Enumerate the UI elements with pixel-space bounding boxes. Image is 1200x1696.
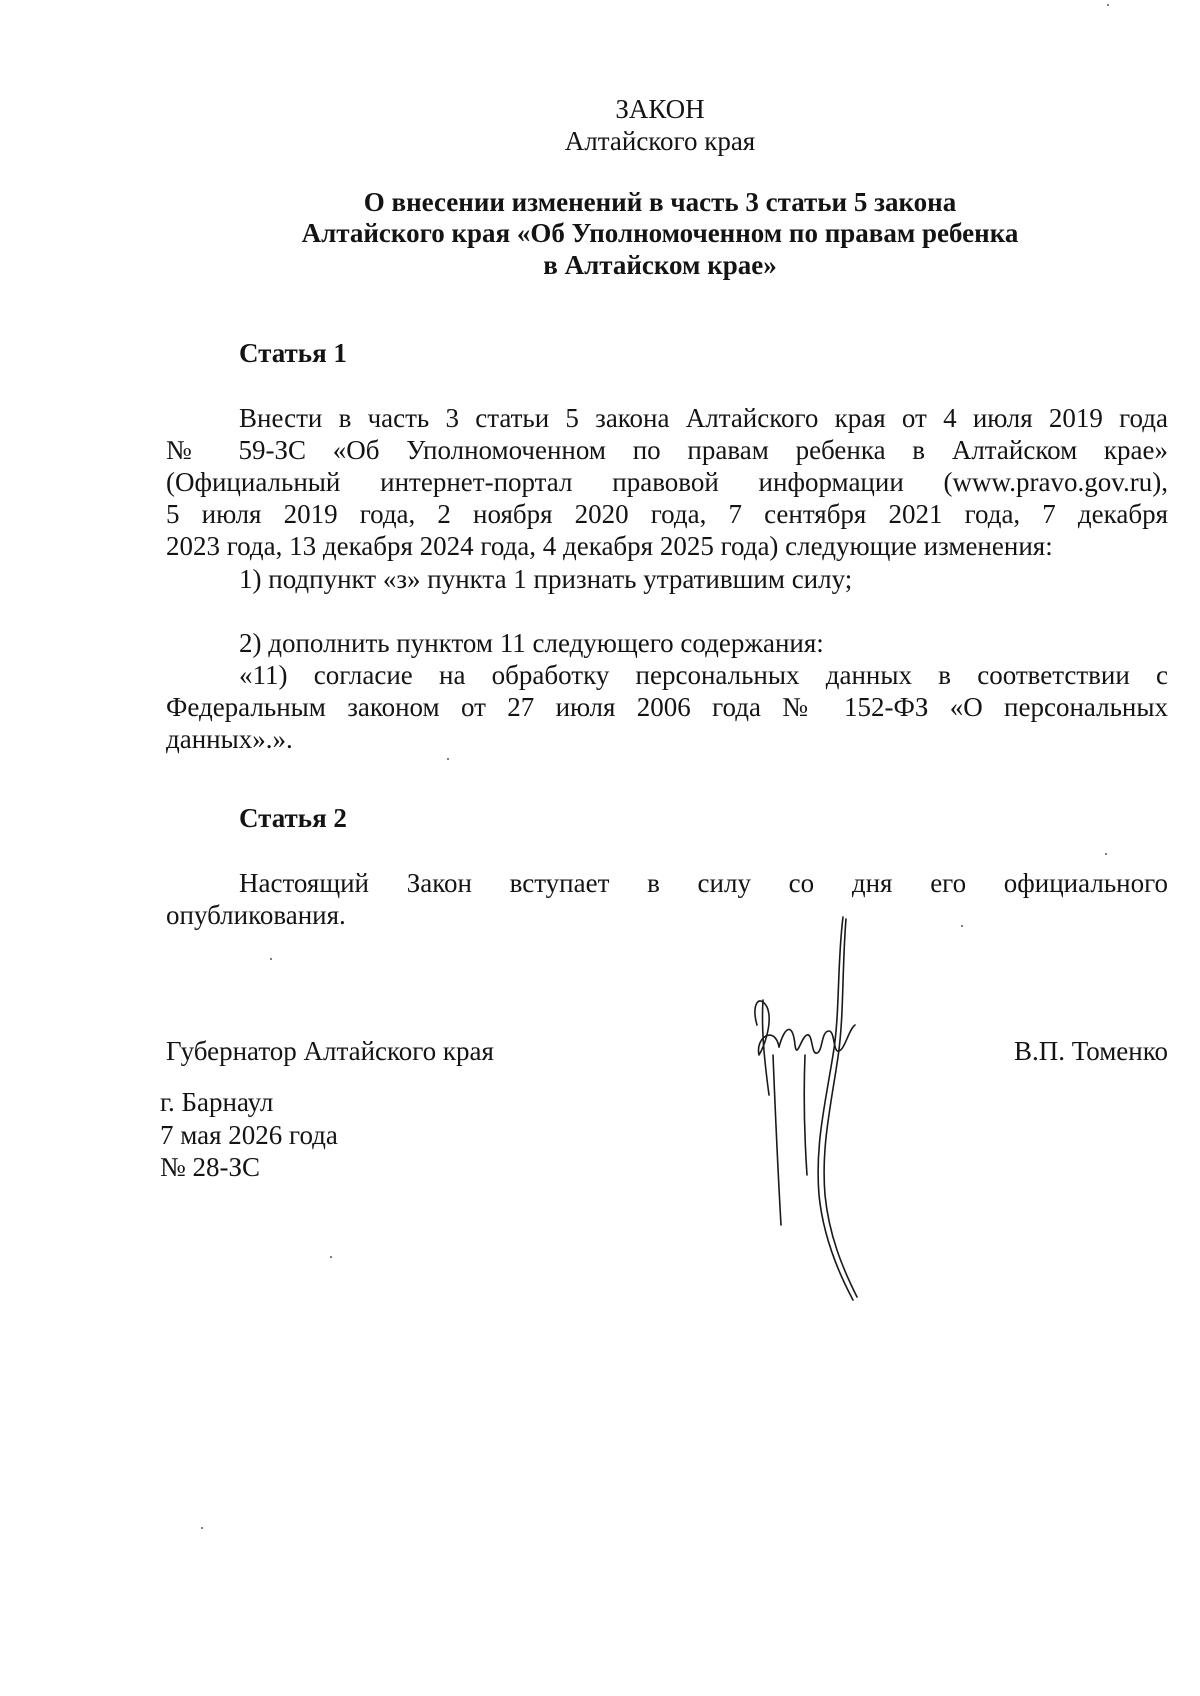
handwritten-signature: [745, 905, 925, 1315]
article-2-text-line: опубликования.: [166, 900, 346, 930]
article-1-text-line: Внести в часть 3 статьи 5 закона Алтайского края от 4 июля 2019 года: [239, 403, 1168, 433]
signatory-name: В.П. Томенко: [1014, 1036, 1168, 1066]
article-1-item-2: 2) дополнить пунктом 11 следующего содержания:: [239, 628, 824, 658]
document-title-line-1: О внесении изменений в часть 3 статьи 5 закона: [363, 187, 957, 217]
article-1-text-line: 2023 года, 13 декабря 2024 года, 4 декабря 2025 года) следующие изменения:: [166, 531, 1053, 561]
scan-speck: [330, 1256, 332, 1258]
article-1-item-2-text-line: данных».».: [166, 724, 293, 754]
article-1-text-line: (Официальный интернет-портал правовой информации (www.pravo.gov.ru),: [166, 467, 1168, 497]
article-2-heading: Статья 2: [239, 803, 347, 833]
scan-speck: [201, 1527, 203, 1529]
article-1-item-2-text-line: «11) согласие на обработку персональных данных в соответствии с: [239, 660, 1168, 690]
scan-speck: [961, 925, 963, 927]
scan-speck: [447, 758, 449, 760]
scan-speck: [270, 958, 272, 960]
signatory-position: Губернатор Алтайского края: [166, 1036, 494, 1066]
law-number: № 28-ЗС: [160, 1152, 261, 1182]
article-1-text-line: № 59-ЗС «Об Уполномоченном по правам ребенка в Алтайском крае»: [166, 435, 1168, 465]
scan-speck: [1105, 853, 1107, 855]
article-1-heading: Статья 1: [239, 338, 347, 368]
document-region: Алтайского края: [564, 126, 756, 156]
signing-date: 7 мая 2026 года: [160, 1120, 338, 1150]
article-2-text-line: Настоящий Закон вступает в силу со дня его официального: [239, 868, 1168, 898]
article-1-item-2-text-line: Федеральным законом от 27 июля 2006 года № 152-ФЗ «О персональных: [166, 692, 1168, 722]
article-1-item-1: 1) подпункт «з» пункта 1 признать утратившим силу;: [239, 564, 853, 594]
article-1-text-line: 5 июля 2019 года, 2 ноября 2020 года, 7 сентября 2021 года, 7 декабря: [166, 499, 1168, 529]
signing-city: г. Барнаул: [160, 1087, 274, 1117]
document-title-line-2: Алтайского края «Об Уполномоченном по правам ребенка: [301, 218, 1019, 248]
scan-speck: [1107, 4, 1109, 6]
document-title-line-3: в Алтайском крае»: [543, 250, 777, 280]
document-type: ЗАКОН: [615, 94, 705, 124]
